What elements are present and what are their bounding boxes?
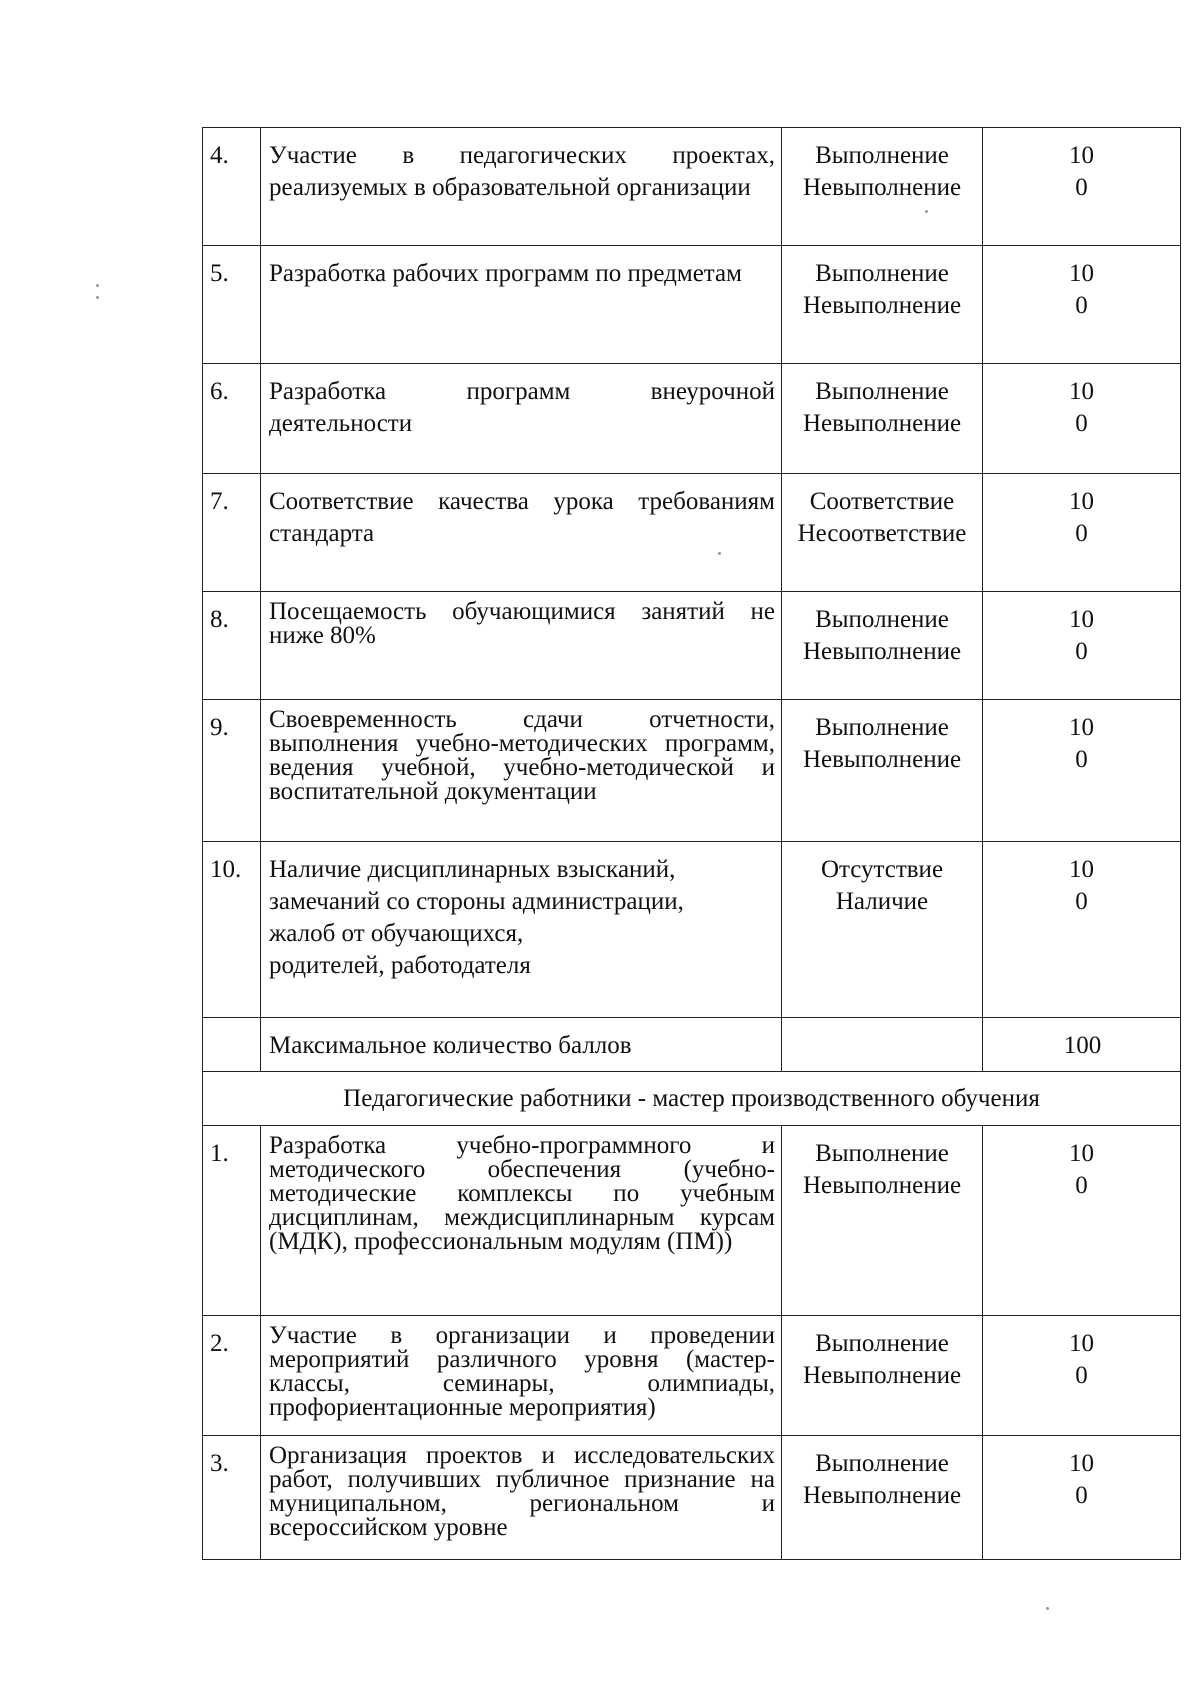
score-positive: 10 xyxy=(1069,260,1094,287)
criterion-line: Наличие дисциплинарных взысканий, xyxy=(269,856,676,883)
section-row xyxy=(203,1072,1181,1126)
criterion-text: Разработка рабочих программ по предметам xyxy=(261,246,782,364)
score-positive: 10 xyxy=(1069,856,1094,883)
score-positive: 10 xyxy=(1069,1450,1094,1477)
row-number: 9. xyxy=(203,700,261,842)
score-negative: 0 xyxy=(1075,1362,1088,1389)
table-row xyxy=(203,474,1181,592)
criterion-states xyxy=(782,700,983,842)
state-negative: Невыполнение xyxy=(802,746,962,773)
criterion-scores xyxy=(983,246,1181,364)
criterion-scores xyxy=(983,592,1181,700)
total-label: Максимальное количество баллов xyxy=(261,1018,782,1072)
criterion-text: Соответствие качества урока требованиям стандарта xyxy=(261,474,782,592)
table-row xyxy=(203,842,1181,1018)
state-negative: Невыполнение xyxy=(802,638,962,665)
criterion-scores xyxy=(983,364,1181,474)
table-row xyxy=(203,1316,1181,1436)
state-positive: Соответствие xyxy=(809,488,955,515)
score-negative: 0 xyxy=(1075,888,1088,915)
criterion-text: Участие в организации и проведении мероприятий различного уровня (мастер-классы, семинары, олимпиады, профориентационные мероприятия) xyxy=(261,1316,782,1436)
state-negative: Невыполнение xyxy=(802,1482,962,1509)
criterion-line: родителей, работодателя xyxy=(269,952,531,979)
row-number: 10. xyxy=(203,842,261,1018)
score-negative: 0 xyxy=(1075,638,1088,665)
criterion-states xyxy=(782,364,983,474)
state-positive: Выполнение xyxy=(815,606,949,633)
state-negative: Несоответствие xyxy=(797,520,967,547)
criterion-scores xyxy=(983,1316,1181,1436)
row-number: 4. xyxy=(203,128,261,246)
scan-speck xyxy=(96,296,99,299)
total-state-cell xyxy=(782,1018,983,1072)
score-negative: 0 xyxy=(1075,174,1088,201)
scan-speck xyxy=(1046,1607,1049,1610)
criterion-line: жалоб от обучающихся, xyxy=(269,920,524,947)
state-positive: Выполнение xyxy=(815,1450,949,1477)
criterion-states xyxy=(782,474,983,592)
table-row xyxy=(203,592,1181,700)
row-number: 6. xyxy=(203,364,261,474)
scan-speck xyxy=(96,284,99,287)
table-row xyxy=(203,1126,1181,1316)
score-positive: 10 xyxy=(1069,714,1094,741)
section-title: Педагогические работники - мастер производственного обучения xyxy=(203,1072,1181,1126)
state-positive: Выполнение xyxy=(815,378,949,405)
score-negative: 0 xyxy=(1075,410,1088,437)
row-number: 2. xyxy=(203,1316,261,1436)
table-row xyxy=(203,364,1181,474)
score-negative: 0 xyxy=(1075,520,1088,547)
criterion-scores xyxy=(983,1436,1181,1560)
table-row xyxy=(203,246,1181,364)
criterion-states xyxy=(782,1316,983,1436)
score-negative: 0 xyxy=(1075,1172,1088,1199)
state-negative: Невыполнение xyxy=(802,1362,962,1389)
criterion-text: Разработка учебно-программного и методического обеспечения (учебно-методические комплексы по учебным дисциплинам, междисциплинарным курсам (МДК), профессиональным модулям (ПМ)) xyxy=(261,1126,782,1316)
state-negative: Невыполнение xyxy=(802,1172,962,1199)
row-number: 7. xyxy=(203,474,261,592)
criterion-states xyxy=(782,592,983,700)
criterion-text: Своевременность сдачи отчетности, выполнения учебно-методических программ, ведения учебной, учебно-методической и воспитательной документации xyxy=(261,700,782,842)
state-positive: Выполнение xyxy=(815,714,949,741)
score-positive: 10 xyxy=(1069,1140,1094,1167)
state-negative: Невыполнение xyxy=(802,174,962,201)
criterion-states xyxy=(782,1436,983,1560)
score-negative: 0 xyxy=(1075,292,1088,319)
criterion-states xyxy=(782,842,983,1018)
total-value: 100 xyxy=(983,1018,1181,1072)
state-positive: Выполнение xyxy=(815,1330,949,1357)
state-negative: Невыполнение xyxy=(802,292,962,319)
state-positive: Выполнение xyxy=(815,142,949,169)
score-positive: 10 xyxy=(1069,606,1094,633)
row-number: 5. xyxy=(203,246,261,364)
criterion-text xyxy=(261,842,782,1018)
criterion-scores xyxy=(983,1126,1181,1316)
criterion-states xyxy=(782,1126,983,1316)
row-number: 1. xyxy=(203,1126,261,1316)
score-positive: 10 xyxy=(1069,378,1094,405)
table-row xyxy=(203,700,1181,842)
state-positive: Отсутствие xyxy=(820,856,944,883)
score-positive: 10 xyxy=(1069,1330,1094,1357)
criterion-text: Разработка программ внеурочной деятельности xyxy=(261,364,782,474)
criterion-scores xyxy=(983,128,1181,246)
score-negative: 0 xyxy=(1075,1482,1088,1509)
total-row xyxy=(203,1018,1181,1072)
score-positive: 10 xyxy=(1069,142,1094,169)
scan-speck xyxy=(718,552,721,555)
total-number-cell xyxy=(203,1018,261,1072)
state-negative: Наличие xyxy=(835,888,929,915)
criterion-scores xyxy=(983,474,1181,592)
criterion-text: Посещаемость обучающимися занятий не ниже 80% xyxy=(261,592,782,700)
table-row xyxy=(203,128,1181,246)
criterion-states xyxy=(782,246,983,364)
state-negative: Невыполнение xyxy=(802,410,962,437)
scan-speck xyxy=(925,210,928,213)
criterion-line: замечаний со стороны администрации, xyxy=(269,888,684,915)
criterion-text: Участие в педагогических проектах, реализуемых в образовательной организации xyxy=(261,128,782,246)
criterion-scores xyxy=(983,700,1181,842)
criterion-scores xyxy=(983,842,1181,1018)
score-positive: 10 xyxy=(1069,488,1094,515)
row-number: 8. xyxy=(203,592,261,700)
criteria-table xyxy=(202,127,1181,1560)
criterion-text: Организация проектов и исследовательских работ, получивших публичное признание на муниципальном, региональном и всероссийском уровне xyxy=(261,1436,782,1560)
state-positive: Выполнение xyxy=(815,1140,949,1167)
table-row xyxy=(203,1436,1181,1560)
criterion-states xyxy=(782,128,983,246)
state-positive: Выполнение xyxy=(815,260,949,287)
row-number: 3. xyxy=(203,1436,261,1560)
score-negative: 0 xyxy=(1075,746,1088,773)
